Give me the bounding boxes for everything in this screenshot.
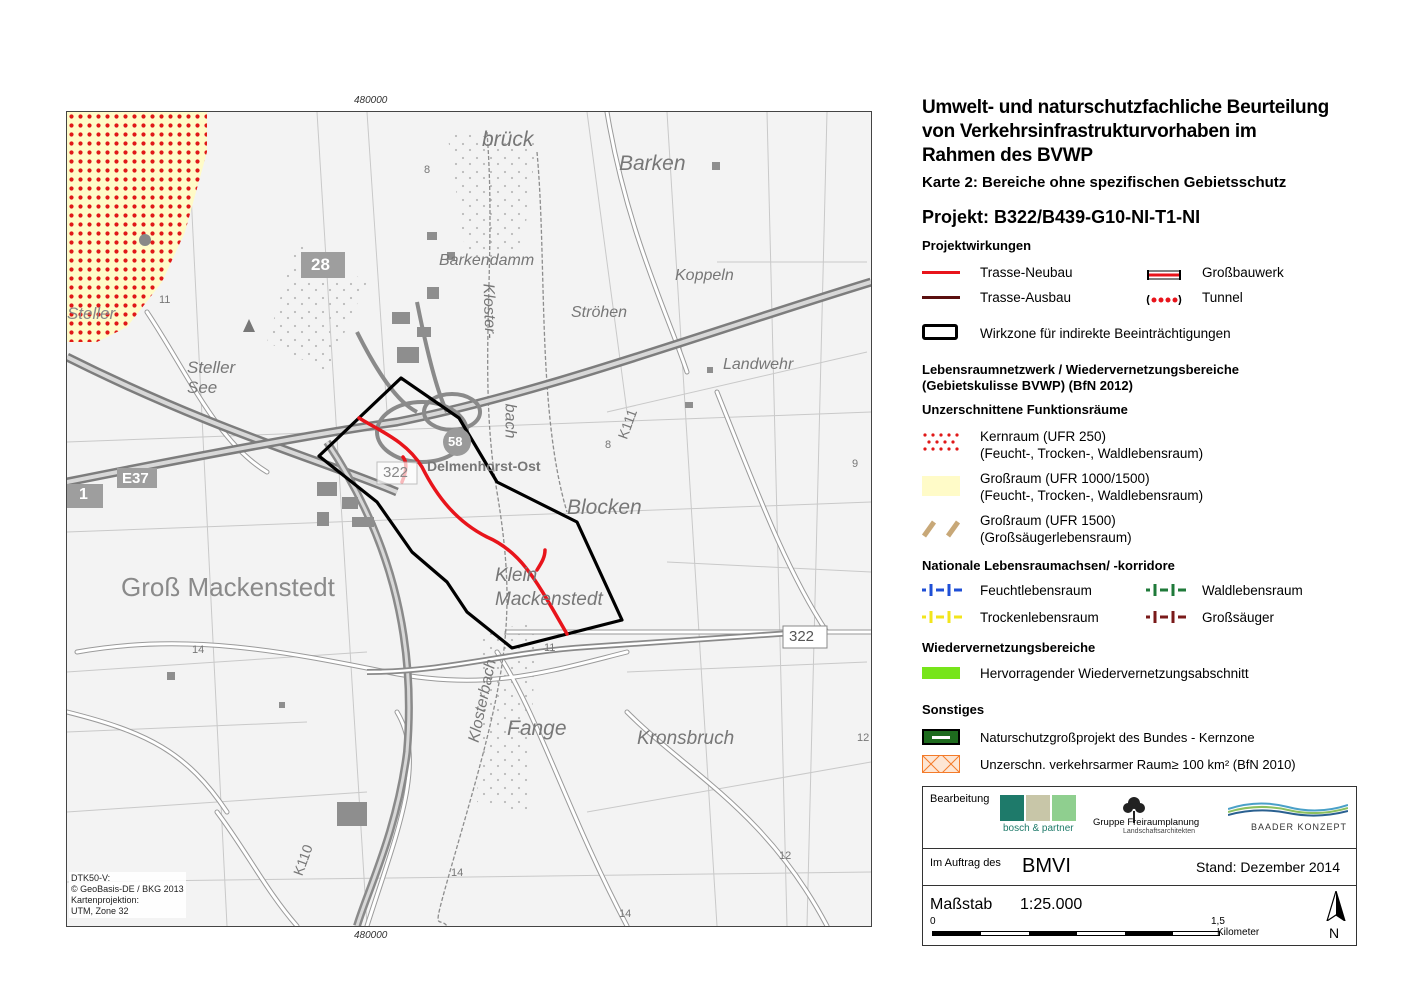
stand-date: Stand: Dezember 2014 — [1196, 859, 1340, 875]
scale-zero: 0 — [930, 916, 936, 927]
legend-heading-projektwirkungen: Projektwirkungen — [922, 238, 1032, 253]
label-gross-mackenstedt: Groß Mackenstedt — [121, 572, 335, 602]
feucht-symbol — [922, 583, 962, 597]
label-steller-see-1: Steller See — [187, 358, 236, 397]
logo-square-1 — [1000, 795, 1024, 821]
spot-height: 14 — [451, 867, 464, 879]
label-klein-mackenstedt: Klein Mackenstedt — [495, 565, 603, 610]
topographic-map — [67, 112, 871, 926]
legend-wirkzone: Wirkzone für indirekte Beeinträchtigungen — [980, 326, 1231, 341]
legend-heading-achsen: Nationale Lebensraumachsen/ -korridore — [922, 558, 1175, 573]
legend-trocken: Trockenlebensraum — [980, 610, 1099, 625]
tunnel-symbol — [1146, 292, 1182, 302]
legend-kernraum-1: Kernraum (UFR 250) — [980, 429, 1107, 444]
shield-b322-mid-text: 322 — [383, 464, 409, 481]
grossbauwerk-symbol — [1146, 267, 1182, 277]
spot-height: 12 — [857, 732, 870, 744]
label-bach: bach — [501, 403, 519, 439]
info-box — [922, 786, 1357, 946]
legend-feucht: Feuchtlebensraum — [980, 583, 1092, 598]
massstab-value: 1:25.000 — [1020, 896, 1083, 913]
legend-heading-wiedervernetzung: Wiedervernetzungsbereiche — [922, 640, 1096, 655]
spot-height: 14 — [619, 908, 632, 920]
shield-a28-text: 28 — [311, 255, 330, 274]
logo-baader-konzept: BAADER KONZEPT — [1251, 822, 1348, 832]
spot-height: 11 — [159, 294, 171, 306]
coord-label-bottom: 480000 — [354, 930, 388, 941]
kernzone-symbol — [922, 729, 960, 745]
trocken-symbol — [922, 610, 962, 624]
label-brueck: brück — [482, 128, 534, 151]
legend-grossbauwerk: Großbauwerk — [1202, 265, 1284, 280]
legend-wald: Waldlebensraum — [1202, 583, 1303, 598]
label-kronsbruch: Kronsbruch — [637, 728, 735, 749]
shield-a1-text: 1 — [79, 486, 88, 503]
spot-height: 12 — [779, 850, 792, 862]
legend-grossraum-saeuger-1: Großraum (UFR 1500) — [980, 513, 1116, 528]
scale-bar — [932, 931, 1220, 936]
legend-trasse-ausbau: Trasse-Ausbau — [980, 290, 1072, 305]
map-credits — [69, 872, 186, 918]
verkehrsarm-symbol — [922, 755, 960, 773]
trasse-ausbau-symbol — [922, 296, 960, 299]
baader-wave-icon — [1228, 799, 1348, 817]
wirkzone-symbol — [922, 324, 958, 340]
map-subtitle: Karte 2: Bereiche ohne spezifischen Gebietsschutz — [922, 174, 1287, 191]
label-delmenhorst-ost: Delmenhorst-Ost — [427, 458, 541, 474]
label-klosterbach: Klosterbach — [465, 657, 500, 744]
trasse-neubau-symbol — [922, 271, 960, 274]
grosssaeuger-raum-symbol — [922, 518, 960, 538]
logo-bosch-partner: bosch & partner — [1003, 823, 1074, 834]
legend-grossraum-2: (Feucht-, Trocken-, Waldlebensraum) — [980, 488, 1204, 503]
shield-b322-east-text: 322 — [789, 628, 815, 645]
legend-kernzone: Naturschutzgroßprojekt des Bundes - Kernzone — [980, 730, 1255, 745]
legend-wiedervernetzung: Hervorragender Wiedervernetzungsabschnitt — [980, 666, 1249, 681]
logo-landschaftsarchitekten: Landschaftsarchitekten — [1123, 828, 1195, 835]
logo-square-2 — [1026, 795, 1050, 821]
map-title-line-1: Umwelt- und naturschutzfachliche Beurteilung — [922, 97, 1329, 118]
label-blocken: Blocken — [567, 496, 642, 519]
bearbeitung-label: Bearbeitung — [930, 793, 990, 805]
credit-line: DTK50-V: — [71, 873, 111, 883]
legend-tunnel: Tunnel — [1202, 290, 1243, 305]
legend-heading-lebensraum-2: (Gebietskulisse BVWP) (BfN 2012) — [922, 378, 1133, 393]
auftrag-label: Im Auftrag des — [930, 857, 1001, 869]
map-title-line-3: Rahmen des BVWP — [922, 145, 1093, 166]
label-barkendamm: Barkendamm — [439, 252, 535, 269]
auftraggeber: BMVI — [1022, 855, 1071, 877]
map-frame[interactable] — [66, 111, 872, 927]
spot-height: 8 — [424, 164, 431, 176]
credit-line: Kartenprojektion: — [71, 895, 140, 905]
wald-symbol — [1146, 583, 1186, 597]
scale-unit: Kilometer — [1217, 927, 1260, 938]
spot-height: 8 — [605, 439, 612, 451]
label-stroehen: Ströhen — [571, 304, 628, 321]
logo-gruppe-freiraumplanung: Gruppe Freiraumplanung — [1093, 817, 1200, 828]
wiedervernetzung-symbol — [922, 667, 960, 679]
legend-verkehrsarm: Unzerschn. verkehrsarmer Raum≥ 100 km² (BfN 2010) — [980, 757, 1296, 772]
exit-58-text: 58 — [448, 434, 463, 449]
spot-height: 14 — [192, 644, 205, 656]
legend-grosssaeuger: Großsäuger — [1202, 610, 1275, 625]
kernraum-symbol — [922, 432, 960, 452]
legend-kernraum-2: (Feucht-, Trocken-, Waldlebensraum) — [980, 446, 1204, 461]
north-arrow-icon — [1325, 891, 1347, 921]
label-barken: Barken — [619, 152, 686, 175]
legend-heading-ufr: Unzerschnittene Funktionsräume — [922, 402, 1128, 417]
shield-e37-text: E37 — [122, 470, 149, 487]
spot-height: 9 — [852, 458, 859, 470]
legend-heading-lebensraum-1: Lebensraumnetzwerk / Wiedervernetzungsbereiche — [922, 362, 1240, 377]
label-steller: Steller — [67, 304, 116, 323]
legend-grossraum-1: Großraum (UFR 1000/1500) — [980, 471, 1150, 486]
project-id: Projekt: B322/B439-G10-NI-T1-NI — [922, 207, 1201, 227]
legend-trasse-neubau: Trasse-Neubau — [980, 265, 1073, 280]
credit-line: © GeoBasis-DE / BKG 2013 — [71, 884, 184, 894]
spot-height: 11 — [544, 642, 556, 654]
label-landwehr: Landwehr — [723, 356, 794, 373]
credit-line: UTM, Zone 32 — [71, 906, 129, 916]
label-kloster: Kloster- — [479, 283, 499, 339]
label-fange: Fange — [507, 717, 567, 740]
grosssaeuger-symbol — [1146, 610, 1186, 624]
church-icon — [139, 234, 151, 246]
grossraum-symbol — [922, 476, 960, 496]
legend-grossraum-saeuger-2: (Großsäugerlebensraum) — [980, 530, 1132, 545]
info-divider — [923, 885, 1356, 886]
massstab-label: Maßstab — [930, 896, 993, 913]
label-koppeln: Koppeln — [675, 267, 734, 284]
info-divider — [923, 848, 1356, 849]
coord-label-top: 480000 — [354, 95, 388, 106]
logo-square-3 — [1052, 795, 1076, 821]
legend-heading-sonstiges: Sonstiges — [922, 702, 985, 717]
label-k111: K111 — [614, 406, 641, 442]
scale-max: 1,5 — [1211, 916, 1225, 927]
north-label: N — [1329, 925, 1340, 941]
map-title-line-2: von Verkehrsinfrastrukturvorhaben im — [922, 121, 1257, 142]
label-k110: K110 — [289, 842, 316, 878]
